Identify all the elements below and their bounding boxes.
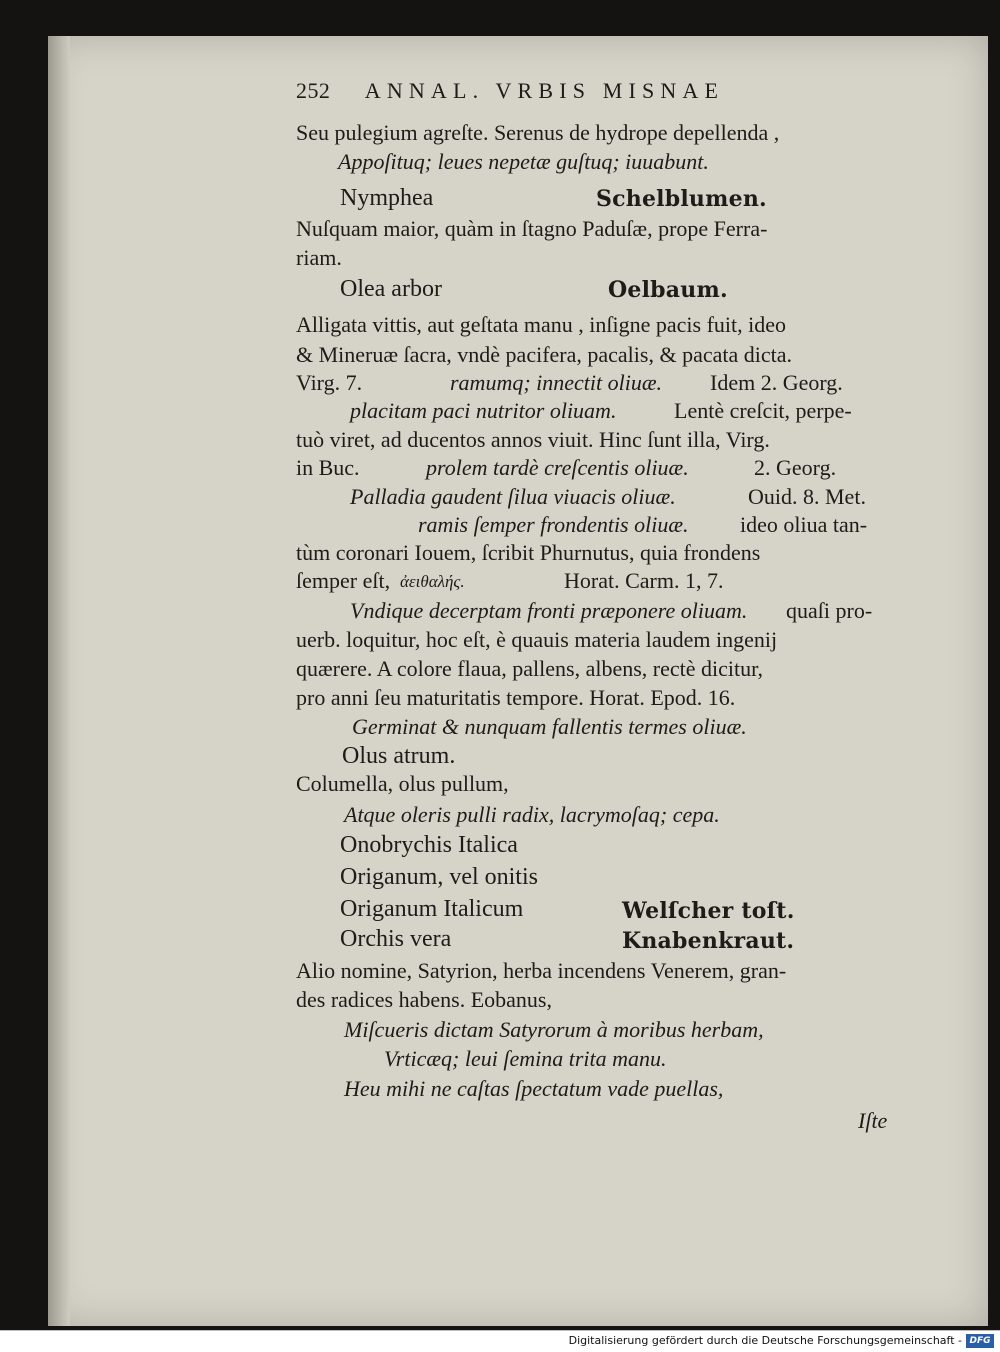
text-line: Columella, olus pullum, — [296, 771, 509, 796]
text-line: ideo oliua tan- — [740, 512, 868, 537]
verse-quote: ramumq; innectit oliuæ. — [450, 370, 663, 395]
text-line: quærere. A colore flaua, pallens, albens, rectè dicitur, — [296, 656, 764, 681]
funding-notice: Digitalisierung gefördert durch die Deutsche Forschungsgemeinschaft - — [568, 1334, 962, 1347]
citation: Virg. 7. — [296, 370, 363, 395]
citation: 2. Georg. — [754, 455, 837, 480]
lemma-german: Knabenkraut. — [622, 928, 795, 954]
text-line: uerb. loquitur, hoc eſt, è quauis materia laudem ingenij — [296, 627, 778, 652]
citation: Horat. Carm. 1, 7. — [564, 568, 724, 593]
lemma-german: Oelbaum. — [608, 277, 728, 303]
text-line: pro anni ſeu maturitatis tempore. Horat. Epod. 16. — [296, 685, 736, 710]
verse-quote: Germinat & nunquam fallentis termes oliuæ. — [352, 714, 747, 739]
verse-quote: Miſcueris dictam Satyrorum à moribus herbam, — [344, 1017, 764, 1042]
book-page — [48, 36, 988, 1326]
running-title: ANNAL. VRBIS MISNAE — [364, 78, 725, 103]
page-gutter-shadow — [48, 36, 70, 1326]
verse-quote: Atque oleris pulli radix, lacrymoſaq; cepa. — [344, 802, 720, 827]
text-line: Lentè creſcit, perpe- — [674, 398, 852, 423]
text-line: riam. — [296, 245, 342, 270]
lemma-german: Schelblumen. — [596, 186, 767, 212]
lemma-latin: Olea arbor — [340, 276, 442, 302]
lemma-latin: Origanum Italicum — [340, 896, 524, 922]
verse-line: Appoſituq; leues nepetæ guſtuq; iuuabunt. — [338, 149, 709, 174]
page-number: 252 — [296, 78, 331, 103]
page-header — [296, 78, 896, 104]
text-line: ſemper eſt, — [296, 568, 391, 593]
lemma-german: Welſcher toſt. — [622, 898, 795, 924]
citation: Ouid. 8. Met. — [748, 484, 866, 509]
text-line: Seu pulegium agreſte. Serenus de hydrope depellenda , — [296, 120, 780, 145]
verse-quote: Vndique decerptam fronti præponere oliuam. — [350, 598, 748, 623]
dfg-logo: DFG — [966, 1334, 994, 1348]
text-line: Nuſquam maior, quàm in ſtagno Paduſæ, prope Ferra- — [296, 216, 768, 241]
citation: in Buc. — [296, 455, 360, 480]
verse-quote: ramis ſemper frondentis oliuæ. — [418, 512, 689, 537]
lemma-latin: Origanum, vel onitis — [340, 864, 538, 890]
verse-quote: placitam paci nutritor oliuam. — [350, 398, 617, 423]
text-line: Alio nomine, Satyrion, herba incendens Venerem, gran- — [296, 958, 787, 983]
verse-quote: prolem tardè creſcentis oliuæ. — [426, 455, 689, 480]
verse-quote: Palladia gaudent ſilua viuacis oliuæ. — [350, 484, 676, 509]
text-line: tuò viret, ad ducentos annos viuit. Hinc ſunt illa, Virg. — [296, 427, 770, 452]
lemma-latin: Orchis vera — [340, 926, 452, 952]
text-line: des radices habens. Eobanus, — [296, 987, 552, 1012]
lemma-latin: Olus atrum. — [342, 743, 456, 769]
greek-word: ἀειθαλής. — [400, 572, 465, 591]
text-line: tùm coronari Iouem, ſcribit Phurnutus, quia frondens — [296, 540, 761, 565]
lemma-latin: Onobrychis Italica — [340, 832, 518, 858]
text-line: quaſi pro- — [786, 598, 873, 623]
footer-bar — [0, 1330, 1000, 1352]
citation: Idem 2. Georg. — [710, 370, 843, 395]
text-line: Alligata vittis, aut geſtata manu , inſigne pacis fuit, ideo — [296, 312, 786, 337]
verse-quote: Heu mihi ne caſtas ſpectatum vade puellas, — [344, 1076, 724, 1101]
catchword: Iſte — [858, 1108, 888, 1133]
verse-quote: Vrticæq; leui ſemina trita manu. — [384, 1046, 667, 1071]
text-line: & Mineruæ ſacra, vndè pacifera, pacalis, & pacata dicta. — [296, 342, 792, 367]
lemma-latin: Nymphea — [340, 185, 434, 211]
